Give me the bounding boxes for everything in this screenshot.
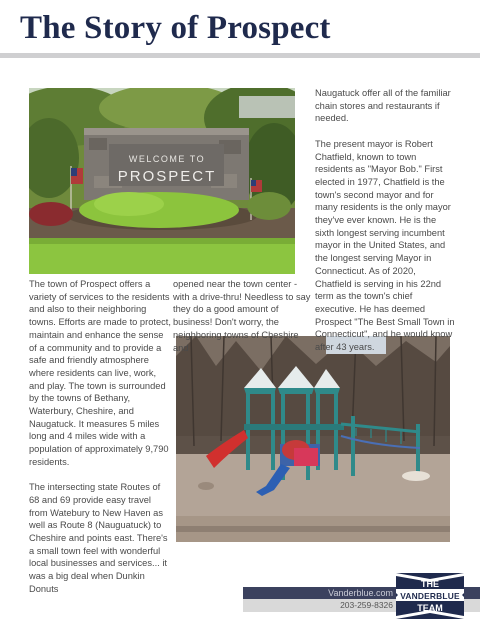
title-divider xyxy=(0,53,480,58)
logo-line-vanderblue: VANDERBLUE xyxy=(400,591,460,601)
middle-paragraph-1: opened near the town center - with a drive-thru! Needless to say they do a good amount of business! Don't worry, the neighboring towns of Cheshire and xyxy=(173,279,311,353)
right-paragraph-2: The present mayor is Robert Chatfield, known to town residents as "Mayor Bob." First elected in 1977, Chatfield is the town's second mayor and for many residents is the only mayor they've ever known. He is the sixth longest serving incumbent mayor in the United States, and the longest serving Mayor in Connecticut. As of 2020, Chatfield is serving in his 22nd term as the town's chief executive. He has deemed Prospect "The Best Small Town in Connecticut", and he would know after 43 years. xyxy=(315,138,455,353)
logo-line-team: TEAM xyxy=(417,603,443,613)
right-paragraph-1: Naugatuck offer all of the familiar chain stores and restaurants if needed. xyxy=(315,88,451,124)
article-column-middle xyxy=(173,278,313,354)
playground-photo xyxy=(176,336,450,542)
logo-line-the: THE xyxy=(421,579,439,589)
sign-line2: PROSPECT xyxy=(117,168,217,185)
vanderblue-team-logo xyxy=(396,573,464,619)
page-title: The Story of Prospect xyxy=(20,10,331,46)
sign-line1: WELCOME TO xyxy=(128,154,206,164)
left-paragraph-2: The intersecting state Routes of 68 and 69 provide easy travel from Watebury to New Haven as well as Route 8 (Nauguatuck) to Cheshire and points east. There's a small town feel with wonderful local businesses and services... it was a big deal when Dunkin Donuts xyxy=(29,482,168,594)
left-paragraph-1: The town of Prospect offers a variety of services to the residents and also to their neighboring towns. Efforts are made to protect, maintain and enhance the sense of a community and to provide a safe and friendly atmosphere where residents can live, work, and play. The town is surrounded by the towns of Bethany, Waterbury, Cheshire, and Naugatuck. It measures 5 miles long and 4 miles wide with a population of approximately 9,790 residents. xyxy=(29,279,171,467)
article-column-right xyxy=(315,87,455,354)
footer-website[interactable]: Vanderblue.com xyxy=(328,588,393,598)
article-column-left xyxy=(29,278,171,596)
welcome-sign-photo xyxy=(29,88,295,274)
footer-phone: 203-259-8326 xyxy=(340,600,393,610)
